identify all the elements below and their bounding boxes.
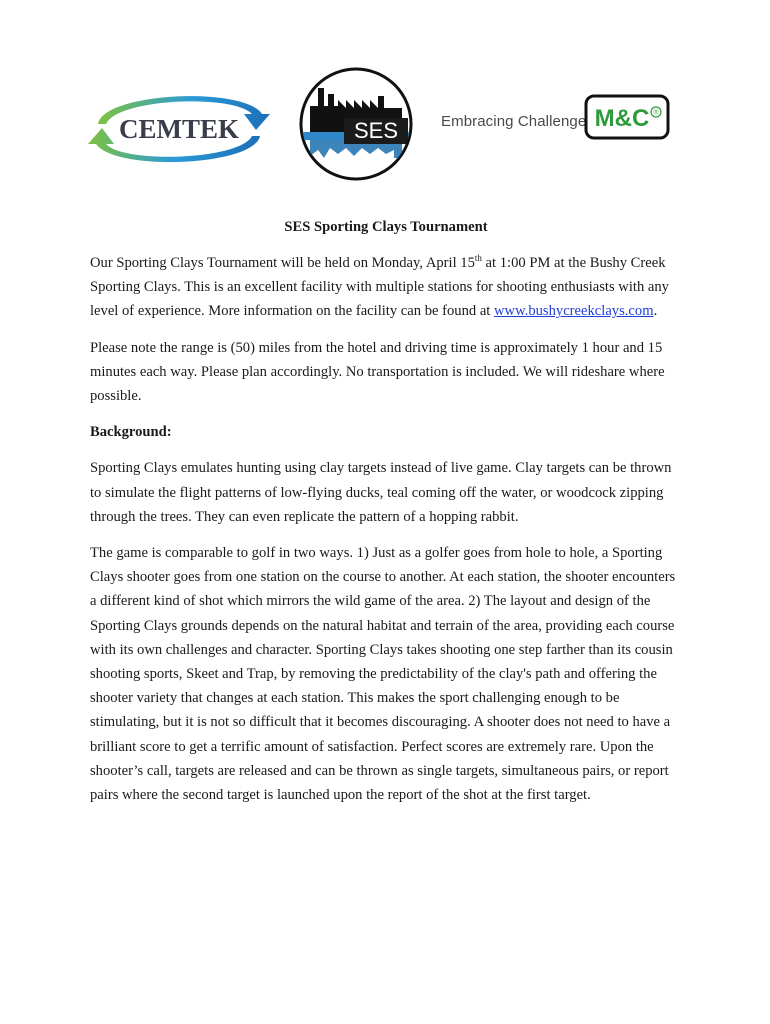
ses-logo [298,66,414,182]
mc-logo-text: M&C [594,105,650,132]
background-paragraph-2: The game is comparable to golf in two ways. 1) Just as a golfer goes from hole to hole, a Sporting Clays shooter goes from one station on the course to another. At each station, the shooter encounters a different kind of shot which mirrors the wild game of the area. 2) The layout and design of the Sporting Clays grounds depends on the natural habitat and terrain of the area, providing each course with its own challenges and character. Sporting Clays takes shooting one step farther than its cousin shooting sports, Skeet and Trap, by removing the predictability of the clay's path and offering the shooter variety that changes at each station. This makes the sport challenging enough to be stimulating, but it is not so difficult that it becomes discouraging. A shooter does not need to have a brilliant score to get a terrific amount of satisfaction. Perfect scores are extremely rare. Upon the shooter’s call, targets are released and can be thrown as single targets, simultaneous pairs, or report pairs where the second target is launched upon the report of the shot at the first target. [90,545,676,804]
mc-logo [584,94,670,140]
facility-link[interactable]: www.bushycreekclays.com [494,303,654,320]
intro-part1: Our Sporting Clays Tournament will be held on Monday, April 15 [90,255,475,271]
document-body [90,215,682,819]
background-paragraph-1: Sporting Clays emulates hunting using clay targets instead of live game. Clay targets can be thrown to simulate the flight patterns of low-flying ducks, teal coming off the water, or woodcock zipping through the trees. They can even replicate the pattern of a hopping rabbit. [90,460,672,525]
travel-note-paragraph: Please note the range is (50) miles from the hotel and driving time is approximately 1 hour and 15 minutes each way. Please plan accordingly. No transportation is included. We will rideshare where possible. [90,339,665,405]
intro-paragraph [90,251,682,324]
cemtek-logo [84,84,274,174]
intro-ordinal: th [474,253,482,264]
document-title: SES Sporting Clays Tournament [284,219,488,235]
mc-registered-mark: ® [653,109,659,117]
tagline-text: Embracing Challenge [441,113,587,130]
logo-row [0,0,770,200]
background-heading: Background: [90,424,172,441]
cemtek-logo-text: CEMTEK [118,114,240,144]
ses-logo-text: SES [353,118,399,143]
intro-part3: . [653,303,658,320]
intro-part2: at 1:00 PM at the Bushy Creek Sporting Clays. This is an excellent facility with multiple stations for shooting enthusiasts with any level of experience. More information on the facility can be found at [90,255,669,320]
